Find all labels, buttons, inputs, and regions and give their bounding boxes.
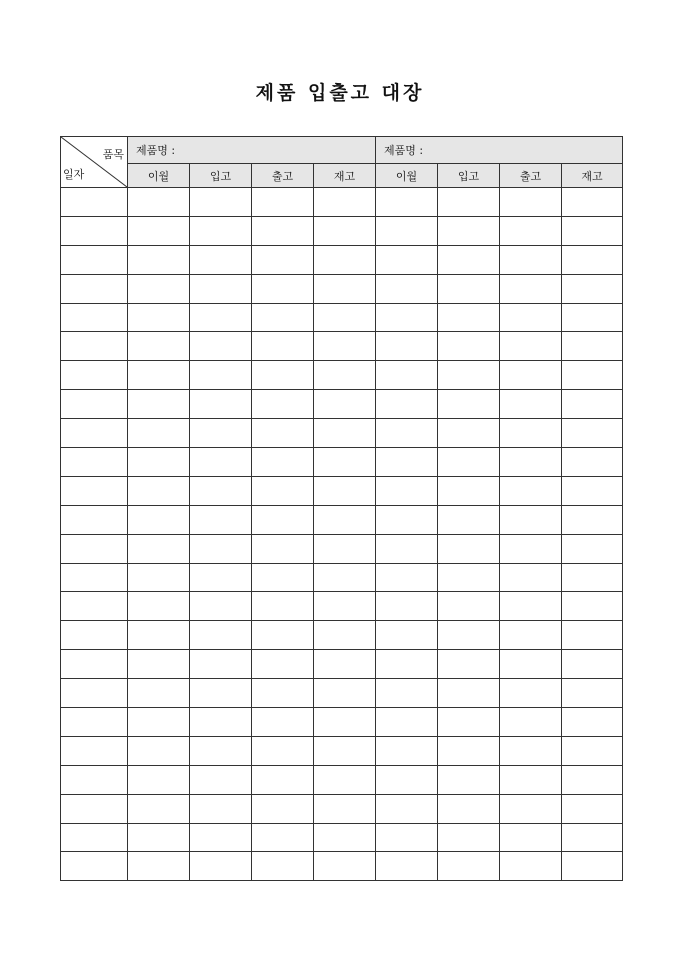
table-row [61,332,623,361]
entry-cell[interactable] [562,188,623,217]
entry-cell[interactable] [252,332,314,361]
table-row [61,188,623,217]
entry-cell[interactable] [190,650,252,679]
table-row [61,621,623,650]
entry-cell[interactable] [500,332,562,361]
entry-cell[interactable] [128,534,190,563]
date-cell[interactable] [61,650,128,679]
entry-cell[interactable] [500,852,562,881]
entry-cell[interactable] [562,765,623,794]
table-row [61,679,623,708]
entry-cell[interactable] [252,823,314,852]
entry-cell[interactable] [438,621,500,650]
entry-cell[interactable] [500,505,562,534]
table-row [61,361,623,390]
entry-cell[interactable] [500,216,562,245]
entry-cell[interactable] [190,679,252,708]
entry-cell[interactable] [314,188,376,217]
entry-cell[interactable] [500,419,562,448]
entry-cell[interactable] [500,765,562,794]
entry-cell[interactable] [314,563,376,592]
entry-cell[interactable] [562,274,623,303]
entry-cell[interactable] [190,245,252,274]
header-row-columns [61,164,623,188]
entry-cell[interactable] [252,736,314,765]
date-cell[interactable] [61,390,128,419]
entry-cell[interactable] [314,216,376,245]
entry-cell[interactable] [438,592,500,621]
entry-cell[interactable] [190,708,252,737]
corner-cell [61,137,128,188]
entry-cell[interactable] [438,274,500,303]
col-outgoing-2: 출고 [500,164,562,188]
entry-cell[interactable] [128,188,190,217]
entry-cell[interactable] [500,448,562,477]
entry-cell[interactable] [500,736,562,765]
entry-cell[interactable] [128,852,190,881]
entry-cell[interactable] [500,621,562,650]
entry-cell[interactable] [252,188,314,217]
entry-cell[interactable] [438,188,500,217]
entry-cell[interactable] [314,592,376,621]
entry-cell[interactable] [438,419,500,448]
entry-cell[interactable] [500,534,562,563]
entry-cell[interactable] [314,621,376,650]
entry-cell[interactable] [252,708,314,737]
entry-cell[interactable] [376,332,438,361]
table-row [61,216,623,245]
product-name-1[interactable]: 제품명 : [128,137,376,164]
entry-cell[interactable] [252,303,314,332]
entry-cell[interactable] [252,216,314,245]
entry-cell[interactable] [438,736,500,765]
entry-cell[interactable] [500,794,562,823]
entry-cell[interactable] [562,736,623,765]
entry-cell[interactable] [190,332,252,361]
col-incoming-1: 입고 [190,164,252,188]
entry-cell[interactable] [376,390,438,419]
entry-cell[interactable] [314,708,376,737]
date-cell[interactable] [61,823,128,852]
entry-cell[interactable] [376,592,438,621]
entry-cell[interactable] [438,476,500,505]
entry-cell[interactable] [128,332,190,361]
entry-cell[interactable] [128,390,190,419]
entry-cell[interactable] [562,534,623,563]
date-cell[interactable] [61,448,128,477]
entry-cell[interactable] [500,563,562,592]
entry-cell[interactable] [314,390,376,419]
entry-cell[interactable] [376,852,438,881]
date-cell[interactable] [61,679,128,708]
entry-cell[interactable] [500,679,562,708]
col-carryover-2: 이월 [376,164,438,188]
entry-cell[interactable] [562,823,623,852]
entry-cell[interactable] [128,621,190,650]
entry-cell[interactable] [128,274,190,303]
date-cell[interactable] [61,505,128,534]
entry-cell[interactable] [438,303,500,332]
table-row [61,448,623,477]
entry-cell[interactable] [190,448,252,477]
entry-cell[interactable] [314,303,376,332]
entry-cell[interactable] [438,390,500,419]
table-row [61,852,623,881]
entry-cell[interactable] [500,303,562,332]
entry-cell[interactable] [500,245,562,274]
entry-cell[interactable] [252,390,314,419]
entry-cell[interactable] [128,765,190,794]
entry-cell[interactable] [252,794,314,823]
date-cell[interactable] [61,476,128,505]
date-cell[interactable] [61,765,128,794]
entry-cell[interactable] [562,419,623,448]
entry-cell[interactable] [128,563,190,592]
entry-cell[interactable] [438,361,500,390]
entry-cell[interactable] [376,216,438,245]
entry-cell[interactable] [190,823,252,852]
entry-cell[interactable] [252,534,314,563]
entry-cell[interactable] [252,592,314,621]
entry-cell[interactable] [128,245,190,274]
table-row [61,650,623,679]
entry-cell[interactable] [128,708,190,737]
entry-cell[interactable] [376,534,438,563]
table-row [61,765,623,794]
table-row [61,794,623,823]
date-cell[interactable] [61,332,128,361]
table-row [61,708,623,737]
entry-cell[interactable] [376,188,438,217]
entry-cell[interactable] [252,245,314,274]
entry-cell[interactable] [562,592,623,621]
entry-cell[interactable] [314,505,376,534]
entry-cell[interactable] [190,303,252,332]
date-cell[interactable] [61,216,128,245]
entry-cell[interactable] [252,765,314,794]
table-row [61,390,623,419]
entry-cell[interactable] [190,216,252,245]
entry-cell[interactable] [438,852,500,881]
entry-cell[interactable] [314,332,376,361]
entry-cell[interactable] [190,274,252,303]
entry-cell[interactable] [376,794,438,823]
date-cell[interactable] [61,794,128,823]
entry-cell[interactable] [438,563,500,592]
entry-cell[interactable] [438,245,500,274]
col-stock-2: 재고 [562,164,623,188]
table-row [61,823,623,852]
date-cell[interactable] [61,419,128,448]
entry-cell[interactable] [128,679,190,708]
entry-cell[interactable] [314,476,376,505]
entry-cell[interactable] [314,448,376,477]
table-row [61,303,623,332]
entry-cell[interactable] [190,505,252,534]
corner-date-label: 일자 [63,168,85,181]
entry-cell[interactable] [562,852,623,881]
entry-cell[interactable] [314,679,376,708]
table-row [61,245,623,274]
entry-cell[interactable] [128,476,190,505]
entry-cell[interactable] [190,188,252,217]
entry-cell[interactable] [252,419,314,448]
table-row [61,563,623,592]
entry-cell[interactable] [500,476,562,505]
entry-cell[interactable] [376,274,438,303]
entry-cell[interactable] [562,390,623,419]
entry-cell[interactable] [128,303,190,332]
entry-cell[interactable] [376,361,438,390]
entry-cell[interactable] [438,650,500,679]
entry-cell[interactable] [500,592,562,621]
entry-cell[interactable] [190,361,252,390]
entry-cell[interactable] [376,765,438,794]
entry-cell[interactable] [252,679,314,708]
entry-cell[interactable] [190,476,252,505]
date-cell[interactable] [61,303,128,332]
entry-cell[interactable] [314,765,376,794]
entry-cell[interactable] [314,419,376,448]
entry-cell[interactable] [314,794,376,823]
entry-cell[interactable] [438,794,500,823]
entry-cell[interactable] [376,419,438,448]
ledger-table [60,136,623,881]
date-cell[interactable] [61,534,128,563]
entry-cell[interactable] [562,216,623,245]
entry-cell[interactable] [562,476,623,505]
entry-cell[interactable] [438,448,500,477]
date-cell[interactable] [61,852,128,881]
entry-cell[interactable] [190,736,252,765]
entry-cell[interactable] [438,216,500,245]
entry-cell[interactable] [128,216,190,245]
entry-cell[interactable] [190,592,252,621]
entry-cell[interactable] [376,476,438,505]
entry-cell[interactable] [376,245,438,274]
entry-cell[interactable] [190,390,252,419]
entry-cell[interactable] [376,563,438,592]
ledger-body [61,188,623,881]
col-stock-1: 재고 [314,164,376,188]
entry-cell[interactable] [562,303,623,332]
entry-cell[interactable] [562,650,623,679]
date-cell[interactable] [61,188,128,217]
table-row [61,505,623,534]
entry-cell[interactable] [500,708,562,737]
entry-cell[interactable] [562,621,623,650]
entry-cell[interactable] [252,476,314,505]
entry-cell[interactable] [562,332,623,361]
entry-cell[interactable] [252,274,314,303]
entry-cell[interactable] [500,650,562,679]
entry-cell[interactable] [438,534,500,563]
date-cell[interactable] [61,274,128,303]
col-outgoing-1: 출고 [252,164,314,188]
entry-cell[interactable] [128,448,190,477]
entry-cell[interactable] [190,534,252,563]
entry-cell[interactable] [562,361,623,390]
entry-cell[interactable] [314,361,376,390]
entry-cell[interactable] [128,794,190,823]
entry-cell[interactable] [562,245,623,274]
entry-cell[interactable] [562,448,623,477]
entry-cell[interactable] [376,621,438,650]
entry-cell[interactable] [438,505,500,534]
entry-cell[interactable] [252,563,314,592]
entry-cell[interactable] [128,419,190,448]
date-cell[interactable] [61,592,128,621]
entry-cell[interactable] [500,390,562,419]
entry-cell[interactable] [314,274,376,303]
entry-cell[interactable] [376,736,438,765]
entry-cell[interactable] [190,563,252,592]
header-row-product [61,137,623,164]
entry-cell[interactable] [314,823,376,852]
col-carryover-1: 이월 [128,164,190,188]
entry-cell[interactable] [500,274,562,303]
entry-cell[interactable] [500,361,562,390]
table-row [61,592,623,621]
table-row [61,736,623,765]
entry-cell[interactable] [314,852,376,881]
page-title: 제품 입출고 대장 [255,82,425,104]
entry-cell[interactable] [252,505,314,534]
entry-cell[interactable] [190,794,252,823]
entry-cell[interactable] [190,852,252,881]
entry-cell[interactable] [562,794,623,823]
date-cell[interactable] [61,245,128,274]
entry-cell[interactable] [438,679,500,708]
table-row [61,419,623,448]
entry-cell[interactable] [562,708,623,737]
entry-cell[interactable] [252,650,314,679]
entry-cell[interactable] [314,534,376,563]
entry-cell[interactable] [500,823,562,852]
table-row [61,274,623,303]
date-cell[interactable] [61,563,128,592]
product-name-2[interactable]: 제품명 : [376,137,623,164]
date-cell[interactable] [61,708,128,737]
entry-cell[interactable] [438,823,500,852]
entry-cell[interactable] [562,505,623,534]
entry-cell[interactable] [252,448,314,477]
date-cell[interactable] [61,621,128,650]
entry-cell[interactable] [376,708,438,737]
entry-cell[interactable] [128,823,190,852]
entry-cell[interactable] [128,592,190,621]
entry-cell[interactable] [314,245,376,274]
entry-cell[interactable] [128,650,190,679]
entry-cell[interactable] [128,505,190,534]
entry-cell[interactable] [376,823,438,852]
entry-cell[interactable] [190,621,252,650]
entry-cell[interactable] [438,708,500,737]
entry-cell[interactable] [314,650,376,679]
entry-cell[interactable] [376,679,438,708]
entry-cell[interactable] [562,679,623,708]
entry-cell[interactable] [376,448,438,477]
entry-cell[interactable] [190,419,252,448]
table-row [61,534,623,563]
entry-cell[interactable] [562,563,623,592]
date-cell[interactable] [61,361,128,390]
entry-cell[interactable] [190,765,252,794]
entry-cell[interactable] [376,303,438,332]
entry-cell[interactable] [128,361,190,390]
entry-cell[interactable] [438,332,500,361]
entry-cell[interactable] [500,188,562,217]
entry-cell[interactable] [252,852,314,881]
table-row [61,476,623,505]
entry-cell[interactable] [376,505,438,534]
corner-item-label: 품목 [102,148,124,161]
entry-cell[interactable] [128,736,190,765]
col-incoming-2: 입고 [438,164,500,188]
entry-cell[interactable] [314,736,376,765]
entry-cell[interactable] [376,650,438,679]
entry-cell[interactable] [252,361,314,390]
entry-cell[interactable] [252,621,314,650]
entry-cell[interactable] [438,765,500,794]
date-cell[interactable] [61,736,128,765]
